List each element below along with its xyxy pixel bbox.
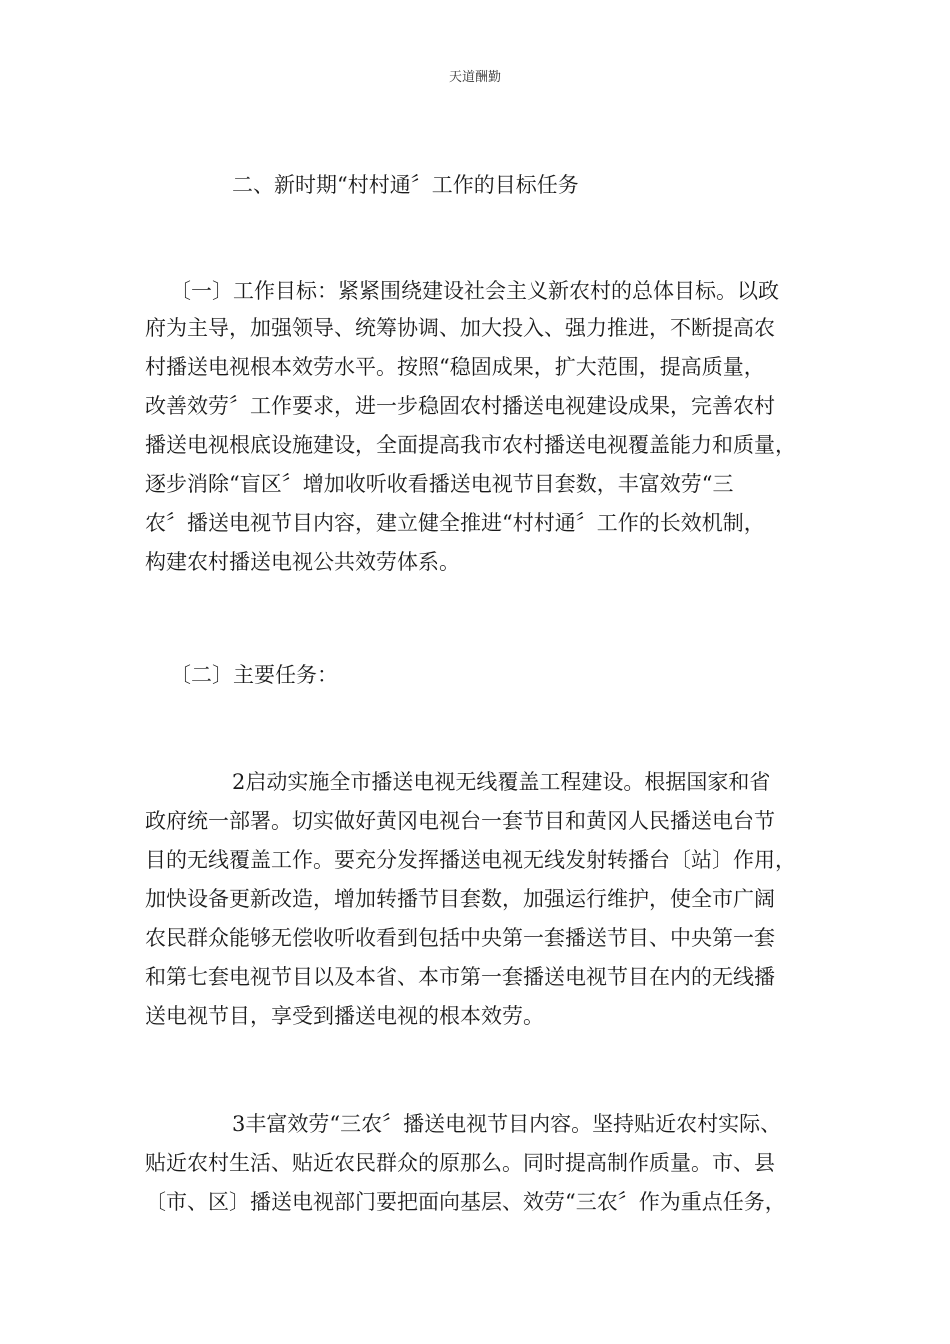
tasks-heading: 〔二〕主要任务： [170, 663, 338, 687]
item3-line: 〔市、区〕播送电视部门要把面向基层、效劳“三农〞作为重点任务， [145, 1190, 786, 1214]
item2-line: 送电视节目，享受到播送电视的根本效劳。 [145, 1004, 544, 1028]
item2-first-line: 2启动实施全市播送电视无线覆盖工程建设。根据国家和省 [232, 770, 771, 794]
item2-line: 农民群众能够无偿收听收看到包括中央第一套播送节目、中央第一套 [145, 926, 775, 950]
item3-first-line: 3丰富效劳“三农〞播送电视节目内容。坚持贴近农村实际、 [232, 1112, 782, 1136]
goal-line: 构建农村播送电视公共效劳体系。 [145, 550, 460, 574]
goal-line: 农〞播送电视节目内容，建立健全推进“村村通〞工作的长效机制， [145, 511, 765, 535]
item2-line: 和第七套电视节目以及本省、本市第一套播送电视节目在内的无线播 [145, 965, 775, 989]
section-title: 二、新时期“村村通〞工作的目标任务 [232, 173, 579, 197]
goal-line: 府为主导，加强领导、统筹协调、加大投入、强力推进，不断提高农 [145, 316, 775, 340]
goal-line: 逐步消除“盲区〞增加收听收看播送电视节目套数，丰富效劳“三 [145, 472, 734, 496]
goal-line: 播送电视根底设施建设，全面提高我市农村播送电视覆盖能力和质量， [145, 433, 796, 457]
item2-line: 加快设备更新改造，增加转播节目套数，加强运行维护，使全市广阔 [145, 887, 775, 911]
goal-heading-line: 〔一〕工作目标：紧紧围绕建设社会主义新农村的总体目标。以政 [170, 279, 779, 303]
item3-line: 贴近农村生活、贴近农民群众的原那么。同时提高制作质量。市、县 [145, 1151, 775, 1175]
page-header: 天道酬勤 [448, 70, 501, 85]
goal-line: 改善效劳〞工作要求，进一步稳固农村播送电视建设成果，完善农村 [145, 394, 775, 418]
item2-line: 目的无线覆盖工作。要充分发挥播送电视无线发射转播台〔站〕作用， [145, 848, 796, 872]
item2-line: 政府统一部署。切实做好黄冈电视台一套节目和黄冈人民播送电台节 [145, 809, 775, 833]
goal-line: 村播送电视根本效劳水平。按照“稳固成果，扩大范围，提高质量， [145, 355, 765, 379]
